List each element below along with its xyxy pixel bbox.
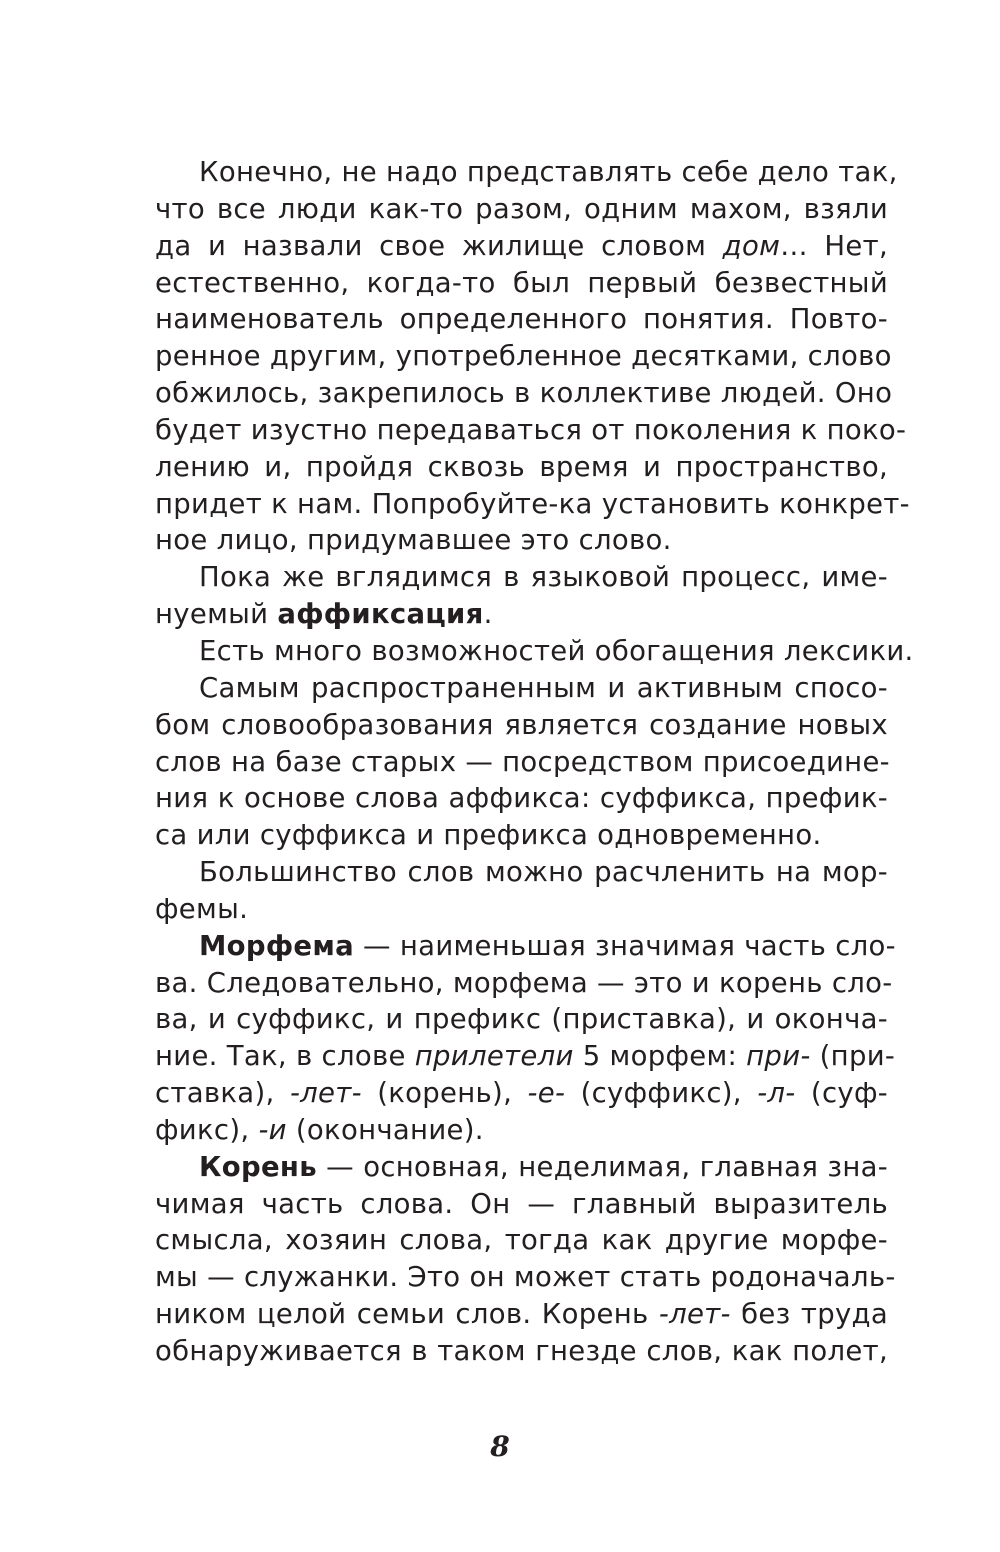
- text-line: [155, 633, 914, 670]
- text-run: (при-: [810, 1040, 896, 1073]
- text-run: ния к основе слова аффикса: суффикса, префик-: [155, 782, 888, 815]
- text-run: са или суффикса и префикса одновременно.: [155, 819, 822, 852]
- text-line: [155, 1075, 888, 1112]
- text-line: [155, 780, 888, 817]
- text-run: ва. Следовательно, морфема — это и корень сло-: [155, 966, 893, 999]
- text-line: [155, 707, 888, 744]
- text-line: [155, 486, 910, 523]
- text-run: нуемый: [155, 598, 278, 631]
- text-line: [155, 154, 898, 191]
- italic-term: при-: [746, 1040, 811, 1073]
- text-line: [155, 449, 888, 486]
- text-run: да и назвали свое жилище словом: [155, 229, 723, 262]
- text-run: обнаруживается в таком гнезде слов, как полет,: [155, 1335, 888, 1367]
- text-run: придет к нам. Попробуйте-ка установить конкрет-: [155, 487, 910, 520]
- italic-term: -лет-: [289, 1077, 362, 1110]
- text-run: фемы.: [155, 892, 249, 925]
- text-line: [155, 1038, 896, 1075]
- text-run: — основная, неделимая, главная зна-: [316, 1150, 888, 1183]
- text-line: [155, 1333, 888, 1370]
- text-run: смысла, хозяин слова, тогда как другие морфе-: [155, 1224, 888, 1257]
- text-run: (корень),: [361, 1077, 528, 1110]
- text-line: [155, 191, 888, 228]
- text-line: [155, 301, 888, 338]
- text-line: [155, 1296, 888, 1333]
- text-run: естественно, когда-то был первый безвестный: [155, 266, 888, 299]
- text-run: лению и, пройдя сквозь время и пространство,: [155, 450, 888, 483]
- text-run: (окончание).: [286, 1113, 484, 1146]
- text-line: [155, 854, 888, 891]
- text-run: ва, и суффикс, и префикс (приставка), и оконча-: [155, 1003, 888, 1036]
- text-line: [155, 965, 893, 1002]
- text-run: (суф-: [795, 1077, 888, 1110]
- text-line: [155, 928, 896, 965]
- text-run: фикс),: [155, 1113, 259, 1146]
- text-run: слов на базе старых — посредством присоедине-: [155, 745, 890, 778]
- text-run: мы — служанки. Это он может стать родоначаль-: [155, 1261, 896, 1294]
- text-run: — наименьшая значимая часть сло-: [354, 929, 896, 962]
- text-run: что все люди как-то разом, одним махом, взяли: [155, 192, 888, 225]
- text-line: [155, 817, 888, 854]
- text-line: [155, 375, 893, 412]
- bold-term: Корень: [199, 1150, 317, 1183]
- italic-term: -е-: [527, 1077, 566, 1110]
- text-run: 5 морфем:: [573, 1040, 747, 1073]
- text-line: [155, 559, 888, 596]
- text-run: ние. Так, в слове: [155, 1040, 415, 1073]
- page-number: 8: [490, 1430, 510, 1463]
- text-line: [155, 338, 892, 375]
- text-run: наименователь определенного понятия. Повто-: [155, 303, 888, 336]
- text-run: ренное другим, употребленное десятками, слово: [155, 340, 892, 373]
- text-run: .: [483, 598, 493, 631]
- text-line: [155, 1186, 888, 1223]
- text-line: [155, 1222, 888, 1259]
- text-line: [155, 412, 907, 449]
- text-run: будет изустно передаваться от поколения к поко-: [155, 413, 907, 446]
- text-line: [155, 891, 888, 928]
- page-body: [155, 154, 914, 1370]
- italic-term: -л-: [757, 1077, 796, 1110]
- italic-term: -и: [258, 1113, 287, 1146]
- bold-term: аффиксация: [277, 598, 484, 631]
- text-line: [155, 670, 888, 707]
- text-line: [155, 522, 888, 559]
- text-run: ное лицо, придумавшее это слово.: [155, 524, 672, 557]
- text-run: Самым распространенным и активным спосо-: [199, 671, 888, 704]
- text-run: Пока же вглядимся в языковой процесс, име-: [199, 561, 888, 594]
- text-run: (суффикс),: [565, 1077, 758, 1110]
- italic-term: прилетели: [414, 1040, 574, 1073]
- text-line: [155, 1149, 888, 1186]
- text-line: [155, 596, 888, 633]
- text-run: обжилось, закрепилось в коллективе людей. Оно: [155, 377, 893, 410]
- bold-term: Морфема: [199, 929, 355, 962]
- text-line: [155, 1112, 888, 1149]
- text-run: ставка),: [155, 1077, 290, 1110]
- text-run: чимая часть слова. Он — главный выразитель: [155, 1187, 888, 1220]
- text-line: [155, 228, 888, 265]
- text-run: без труда: [730, 1298, 888, 1331]
- text-run: … Нет,: [780, 229, 888, 262]
- text-run: Есть много возможностей обогащения лексики.: [199, 634, 914, 667]
- text-run: Большинство слов можно расчленить на мор-: [199, 856, 888, 889]
- text-line: [155, 744, 888, 781]
- italic-term: дом: [722, 229, 781, 262]
- text-line: [155, 265, 888, 302]
- italic-term: -лет-: [658, 1298, 731, 1331]
- text-run: бом словообразования является создание новых: [155, 708, 888, 741]
- text-line: [155, 1259, 896, 1296]
- text-line: [155, 1001, 888, 1038]
- text-run: ником целой семьи слов. Корень: [155, 1298, 659, 1331]
- text-run: Конечно, не надо представлять себе дело так,: [199, 156, 898, 188]
